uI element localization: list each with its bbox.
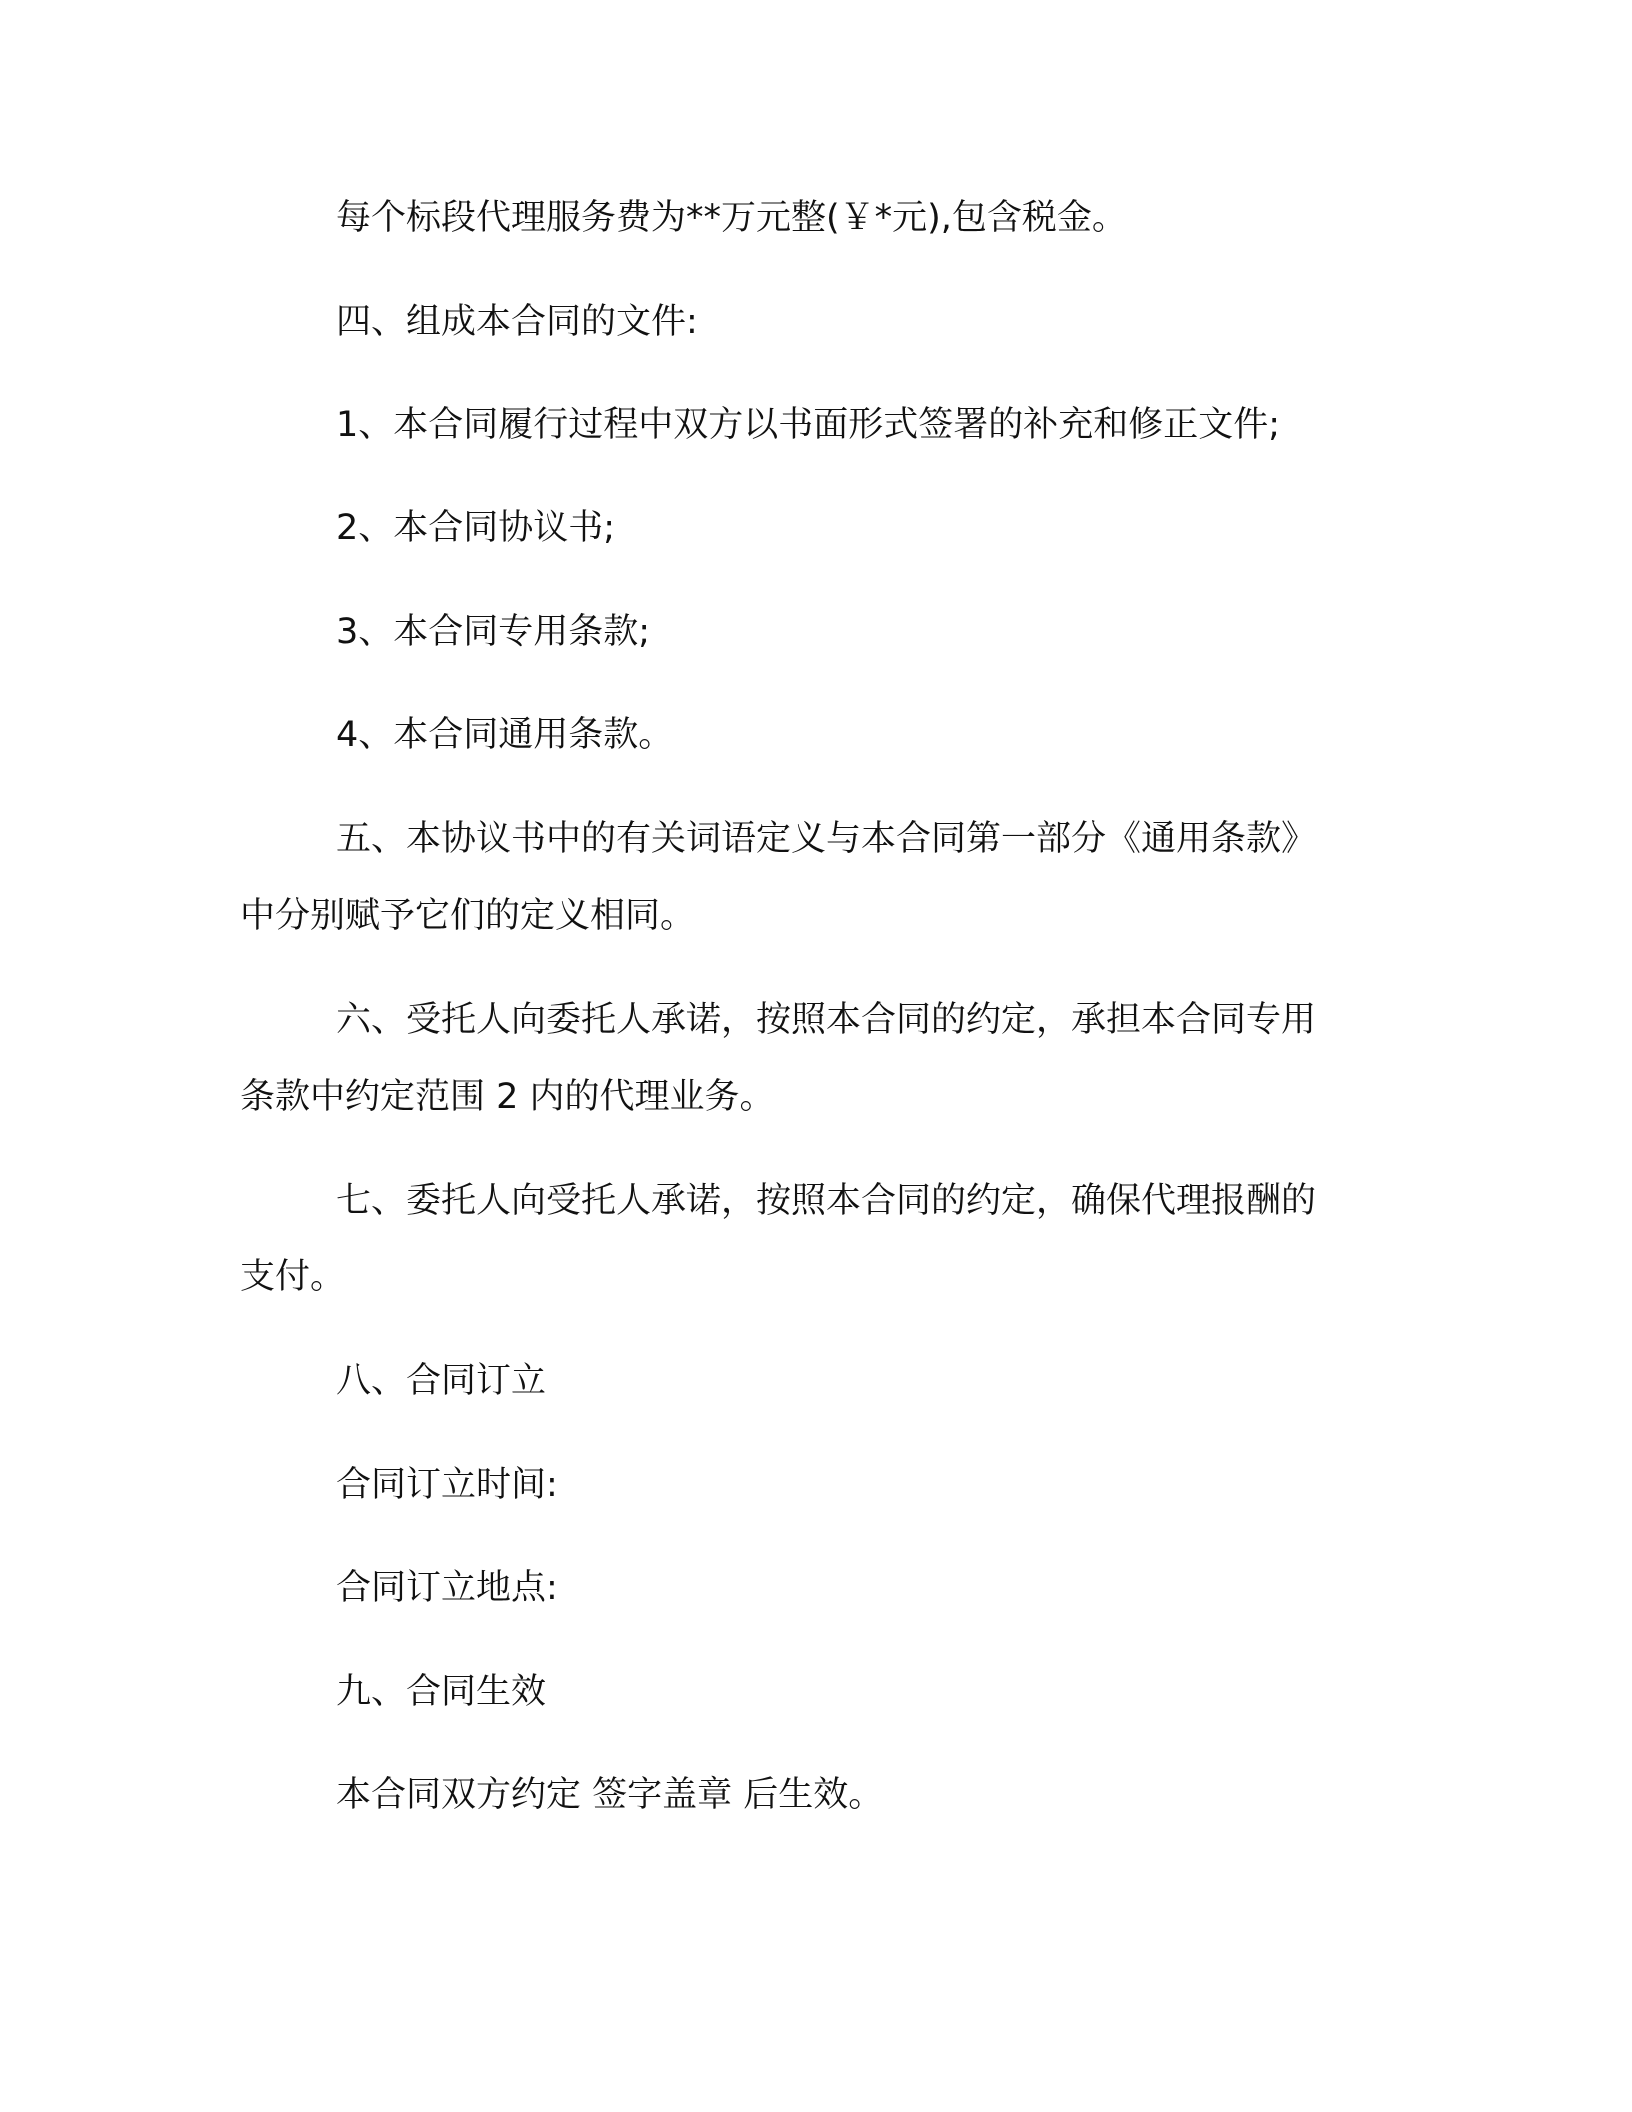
section-seven-line-2: 支付。	[240, 1257, 346, 1297]
contract-signing-place: 合同订立地点:	[336, 1568, 558, 1608]
section-nine-heading: 九、合同生效	[336, 1672, 547, 1712]
document-item-1: 1、本合同履行过程中双方以书面形式签署的补充和修正文件;	[336, 405, 1281, 445]
section-six-line-2: 条款中约定范围 2 内的代理业务。	[240, 1077, 775, 1117]
document-item-3: 3、本合同专用条款;	[336, 612, 651, 652]
section-five-line-1: 五、本协议书中的有关词语定义与本合同第一部分《通用条款》	[336, 819, 1317, 859]
contract-signing-time: 合同订立时间:	[336, 1465, 558, 1505]
effectiveness-clause: 本合同双方约定 签字盖章 后生效。	[336, 1775, 884, 1815]
document-item-2: 2、本合同协议书;	[336, 508, 616, 548]
section-seven-line-1: 七、委托人向受托人承诺，按照本合同的约定，确保代理报酬的	[336, 1181, 1317, 1221]
section-five-line-2: 中分别赋予它们的定义相同。	[240, 896, 696, 936]
section-eight-heading: 八、合同订立	[336, 1361, 547, 1401]
fee-clause: 每个标段代理服务费为**万元整(￥*元),包含税金。	[336, 198, 1127, 238]
section-four-heading: 四、组成本合同的文件:	[336, 302, 698, 342]
document-item-4: 4、本合同通用条款。	[336, 715, 674, 755]
section-six-line-1: 六、受托人向委托人承诺，按照本合同的约定，承担本合同专用	[336, 1000, 1317, 1040]
